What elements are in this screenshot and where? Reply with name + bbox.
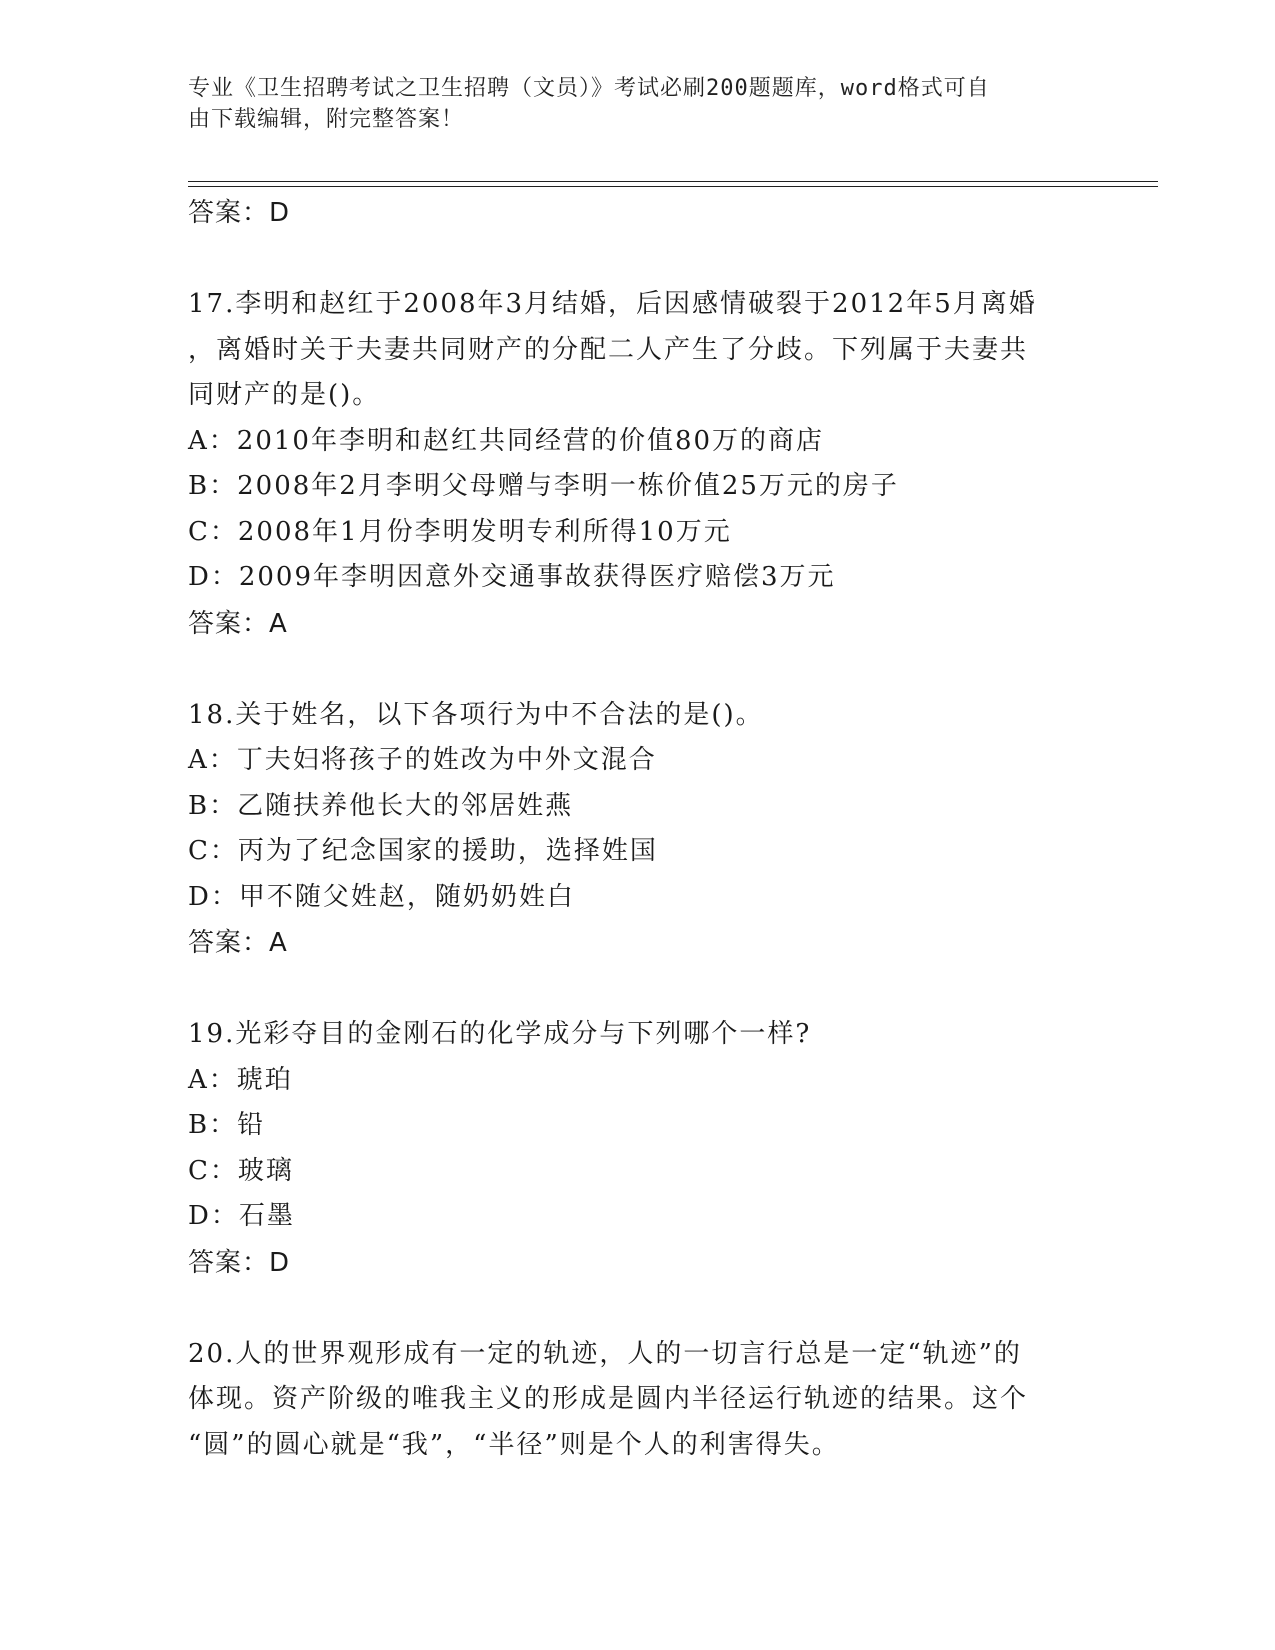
answer-line: 答案：D [188, 1247, 291, 1278]
header-divider-bottom [188, 186, 1158, 187]
header-title-line-2: 由下载编辑，附完整答案！ [188, 107, 465, 132]
question-list [188, 190, 1088, 1468]
option-a: A：琥珀 [188, 1064, 293, 1095]
question-text-line: ，离婚时关于夫妻共同财产的分配二人产生了分歧。下列属于夫妻共 [188, 334, 1029, 365]
header-divider-top [188, 181, 1158, 182]
document-header [188, 73, 1068, 135]
option-d: D：甲不随父姓赵，随奶奶姓白 [188, 881, 575, 912]
option-b: B：2008年2月李明父母赠与李明一栋价值25万元的房子 [188, 471, 899, 501]
question-text-line: 19.光彩夺目的金刚石的化学成分与下列哪个一样? [188, 1019, 812, 1049]
option-c: C：丙为了纪念国家的援助，选择姓国 [188, 836, 658, 866]
question-text-line: 同财产的是()。 [188, 380, 381, 410]
question-18 [188, 693, 1088, 967]
question-text-line: 17.李明和赵红于2008年3月结婚，后因感情破裂于2012年5月离婚 [188, 289, 1037, 319]
question-20 [188, 1332, 1088, 1469]
spacer [188, 236, 1088, 282]
answer-line: 答案：A [188, 928, 288, 958]
spacer [188, 647, 1088, 693]
spacer [188, 1286, 1088, 1332]
option-b: B：铅 [188, 1110, 266, 1140]
option-c: C：2008年1月份李明发明专利所得10万元 [188, 516, 732, 547]
question-17 [188, 282, 1088, 647]
question-text-line: 20.人的世界观形成有一定的轨迹，人的一切言行总是一定“轨迹”的 [188, 1338, 1022, 1369]
spacer [188, 966, 1088, 1012]
option-b: B：乙随扶养他长大的邻居姓燕 [188, 790, 574, 821]
option-c: C：玻璃 [188, 1155, 294, 1186]
question-19 [188, 1012, 1088, 1286]
option-a: A：丁夫妇将孩子的姓改为中外文混合 [188, 745, 657, 775]
question-text-line: 18.关于姓名，以下各项行为中不合法的是()。 [188, 699, 764, 730]
option-a: A：2010年李明和赵红共同经营的价值80万的商店 [188, 425, 825, 456]
question-text-line: “圆”的圆心就是“我”，“半径”则是个人的利害得失。 [188, 1429, 840, 1460]
answer-line: 答案：A [188, 608, 288, 639]
option-d: D：2009年李明因意外交通事故获得医疗赔偿3万元 [188, 562, 836, 592]
option-d: D：石墨 [188, 1201, 295, 1231]
header-title-line-1: 专业《卫生招聘考试之卫生招聘（文员）》考试必刷200题题库，word格式可自 [188, 76, 990, 101]
question-text-line: 体现。资产阶级的唯我主义的形成是圆内半径运行轨迹的结果。这个 [188, 1384, 1029, 1414]
answer-line: 答案：D [188, 198, 291, 228]
